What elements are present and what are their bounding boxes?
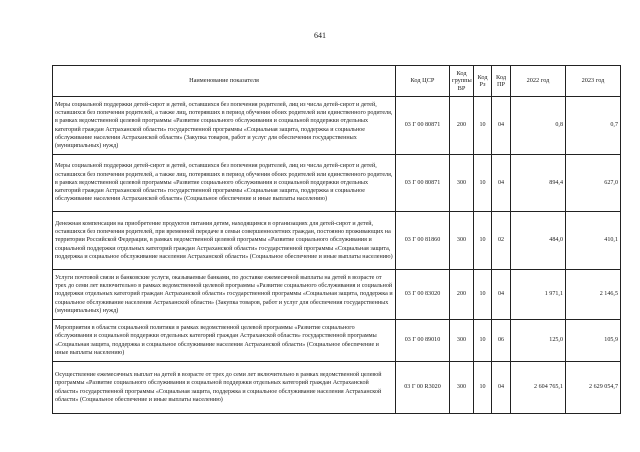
table-row — [53, 212, 621, 270]
row-group: 300 — [450, 212, 474, 270]
row-pr: 04 — [492, 97, 511, 155]
row-value-2022: 0,8 — [511, 97, 566, 155]
row-name: Денежная компенсация на приобретение продуктов питания детям, находящимся в организациях для детей-сирот и детей, оставшихся без попечения родителей, при временной передаче в семьи совершеннолетних граждан, постоянно проживающих на территории Российской Федерации, в рамках ведомственной целевой программы «Развитие социального обслуживания и социальной поддержки отдельных категорий граждан Астраханской области» государственной программы «Социальная защита, поддержка и социальное обслуживание населения Астраханской области» (Социальное обеспечение и иные выплаты населению) — [53, 212, 396, 270]
table-row — [53, 155, 621, 212]
row-value-2023: 627,0 — [566, 155, 621, 212]
row-pr: 04 — [492, 270, 511, 320]
row-group: 200 — [450, 97, 474, 155]
table-row — [53, 362, 621, 414]
budget-table — [52, 65, 621, 414]
table-header-row — [53, 66, 621, 97]
page-number: 641 — [314, 31, 326, 40]
row-value-2022: 484,0 — [511, 212, 566, 270]
table-row — [53, 270, 621, 320]
table-row — [53, 320, 621, 362]
row-name: Осуществление ежемесячных выплат на детей в возрасте от трех до семи лет включительно в рамках ведомственной целевой программы «Развитие социального обслуживания и социальной поддержки отдельных категорий граждан Астраханской области» государственной программы «Социальная защита, поддержка и социальное обслуживание населения Астраханской области» (Социальное обеспечение и иные выплаты населению) — [53, 362, 396, 414]
header-code: Код ЦСР — [396, 66, 450, 97]
row-name: Мероприятия в области социальной политики в рамках ведомственной целевой программы «Развитие социального обслуживания и социальной поддержки отдельных категорий граждан Астраханской области» государственной программы «Социальная защита, поддержка и социальное обслуживание населения Астраханской области» (Социальное обеспечение и иные выплаты населению) — [53, 320, 396, 362]
header-2022: 2022 год — [511, 66, 566, 97]
row-code: 03 Г 00 83020 — [396, 270, 450, 320]
header-pr: Код ПР — [492, 66, 511, 97]
row-value-2022: 894,4 — [511, 155, 566, 212]
row-pr: 06 — [492, 320, 511, 362]
row-pr: 04 — [492, 362, 511, 414]
row-value-2023: 105,9 — [566, 320, 621, 362]
header-2023: 2023 год — [566, 66, 621, 97]
row-code: 03 Г 00 81860 — [396, 212, 450, 270]
table-row — [53, 97, 621, 155]
header-rz: Код Рз — [474, 66, 492, 97]
row-rz: 10 — [474, 97, 492, 155]
row-code: 03 Г 00 80871 — [396, 155, 450, 212]
row-value-2023: 410,1 — [566, 212, 621, 270]
row-rz: 10 — [474, 155, 492, 212]
row-pr: 04 — [492, 155, 511, 212]
row-name: Меры социальной поддержки детей-сирот и детей, оставшихся без попечения родителей, лиц из числа детей-сирот и детей, оставшихся без попечения родителей, а также лиц, потерявших в период обучения обоих родителей или единственного родителя, в рамках ведомственной целевой программы «Развитие социального обслуживания и социальной поддержки отдельных категорий граждан Астраханской области» государственной программы «Социальная защита, поддержка и социальное обслуживание населения Астраханской области» (Социальное обеспечение и иные выплаты населению) — [53, 155, 396, 212]
row-value-2022: 2 604 765,1 — [511, 362, 566, 414]
row-code: 03 Г 00 89010 — [396, 320, 450, 362]
row-code: 03 Г 00 80871 — [396, 97, 450, 155]
row-value-2022: 1 971,1 — [511, 270, 566, 320]
row-name: Меры социальной поддержки детей-сирот и детей, оставшихся без попечения родителей, лиц из числа детей-сирот и детей, оставшихся без попечения родителей, а также лиц, потерявших в период обучения обоих родителей или единственного родителя, в рамках ведомственной целевой программы «Развитие социального обслуживания и социальной поддержки отдельных категорий граждан Астраханской области» государственной программы «Социальная защита, поддержка и социальное обслуживание населения Астраханской области» (Закупка товаров, работ и услуг для обеспечения государственных (муниципальных) нужд) — [53, 97, 396, 155]
row-name: Услуги почтовой связи и банковские услуги, оказываемые банками, по доставке ежемесячной выплаты на детей в возрасте от трех до семи лет включительно в рамках ведомственной целевой программы «Развитие социального обслуживания и социальной поддержки отдельных категорий граждан Астраханской области» государственной программы «Социальная защита, поддержка и социальное обслуживание населения Астраханской области» (Закупка товаров, работ и услуг для обеспечения государственных (муниципальных) нужд) — [53, 270, 396, 320]
row-group: 300 — [450, 362, 474, 414]
row-value-2023: 0,7 — [566, 97, 621, 155]
row-value-2023: 2 629 054,7 — [566, 362, 621, 414]
header-name: Наименование показателя — [53, 66, 396, 97]
row-code: 03 Г 00 R3020 — [396, 362, 450, 414]
row-rz: 10 — [474, 212, 492, 270]
row-group: 300 — [450, 320, 474, 362]
row-pr: 02 — [492, 212, 511, 270]
row-rz: 10 — [474, 270, 492, 320]
row-value-2023: 2 146,5 — [566, 270, 621, 320]
row-group: 200 — [450, 270, 474, 320]
row-value-2022: 125,0 — [511, 320, 566, 362]
header-group: Код группы ВР — [450, 66, 474, 97]
row-rz: 10 — [474, 320, 492, 362]
row-rz: 10 — [474, 362, 492, 414]
row-group: 300 — [450, 155, 474, 212]
